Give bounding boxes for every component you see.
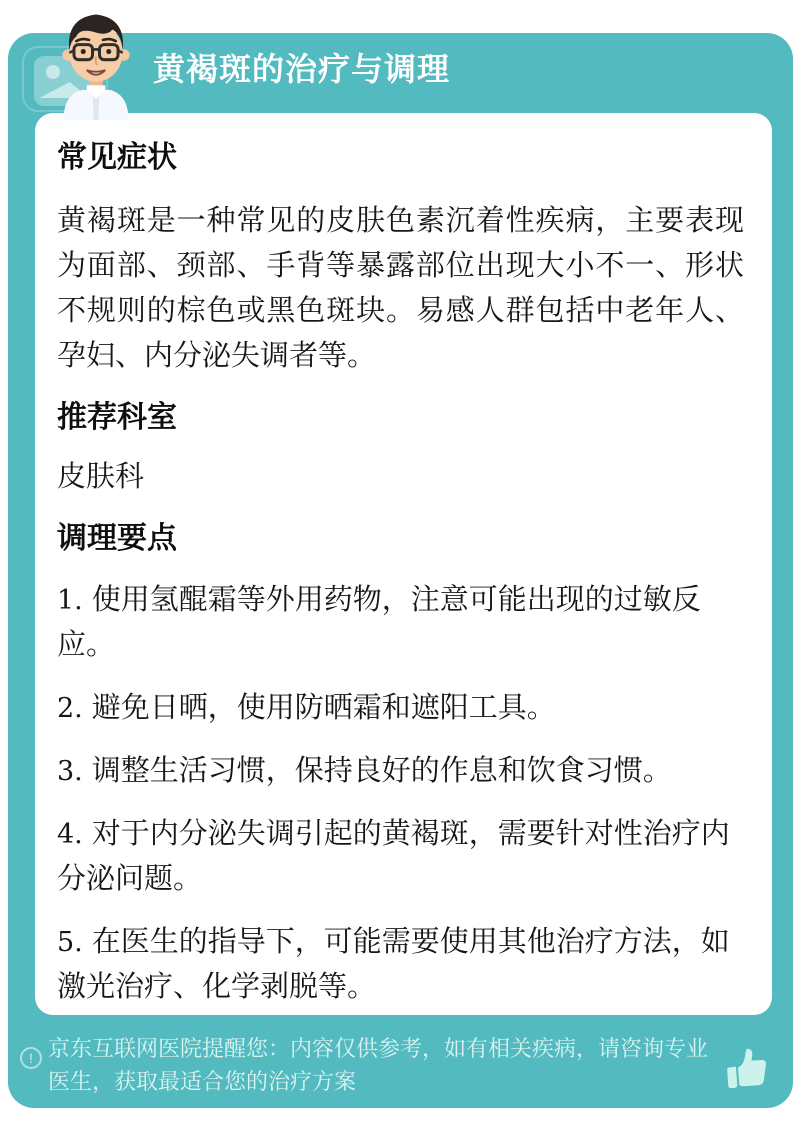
list-item-text: 在医生的指导下，可能需要使用其他治疗方法，如激光治疗、化学剥脱等。: [57, 926, 730, 1003]
list-item: [57, 920, 744, 1010]
section-heading-department: 推荐科室: [57, 401, 177, 434]
page-title: 黄褐斑的治疗与调理: [153, 51, 451, 87]
symptoms-paragraph: 黄褐斑是一种常见的皮肤色素沉着性疾病，主要表现为面部、颈部、手背等暴露部位出现大小不一、形状不规则的棕色或黑色斑块。易感人群包括中老年人、孕妇、内分泌失调者等。: [57, 205, 744, 372]
list-item-text: 避免日晒，使用防晒霜和遮阳工具。: [91, 692, 556, 724]
list-item-number: 4.: [57, 819, 83, 850]
list-item-text: 使用氢醌霜等外用药物，注意可能出现的过敏反应。: [57, 584, 701, 661]
list-item: [57, 686, 744, 731]
list-item-number: 5.: [57, 927, 83, 958]
doctor-avatar: [38, 4, 154, 120]
disclaimer-text: 京东互联网医院提醒您：内容仅供参考，如有相关疾病，请咨询专业医生，获取最适合您的治疗方案: [48, 1036, 709, 1094]
list-item-text: 对于内分泌失调引起的黄褐斑，需要针对性治疗内分泌问题。: [57, 818, 730, 895]
list-item: [57, 812, 744, 902]
care-points-list: [57, 578, 744, 1010]
department-value: 皮肤科: [57, 461, 145, 493]
thumbs-up-icon[interactable]: [720, 1040, 773, 1093]
list-item: [57, 578, 744, 668]
section-heading-symptoms: 常见症状: [57, 141, 177, 174]
list-item: [57, 749, 744, 794]
content-card: [35, 113, 772, 1015]
list-item-text: 调整生活习惯，保持良好的作息和饮食习惯。: [91, 755, 672, 787]
list-item-number: 2.: [57, 693, 83, 724]
list-item-number: 3.: [57, 756, 83, 787]
list-item-number: 1.: [57, 585, 83, 616]
info-icon: !: [20, 1047, 42, 1069]
doctor-avatar-illustration: [38, 4, 154, 120]
section-heading-care-points: 调理要点: [57, 522, 177, 555]
